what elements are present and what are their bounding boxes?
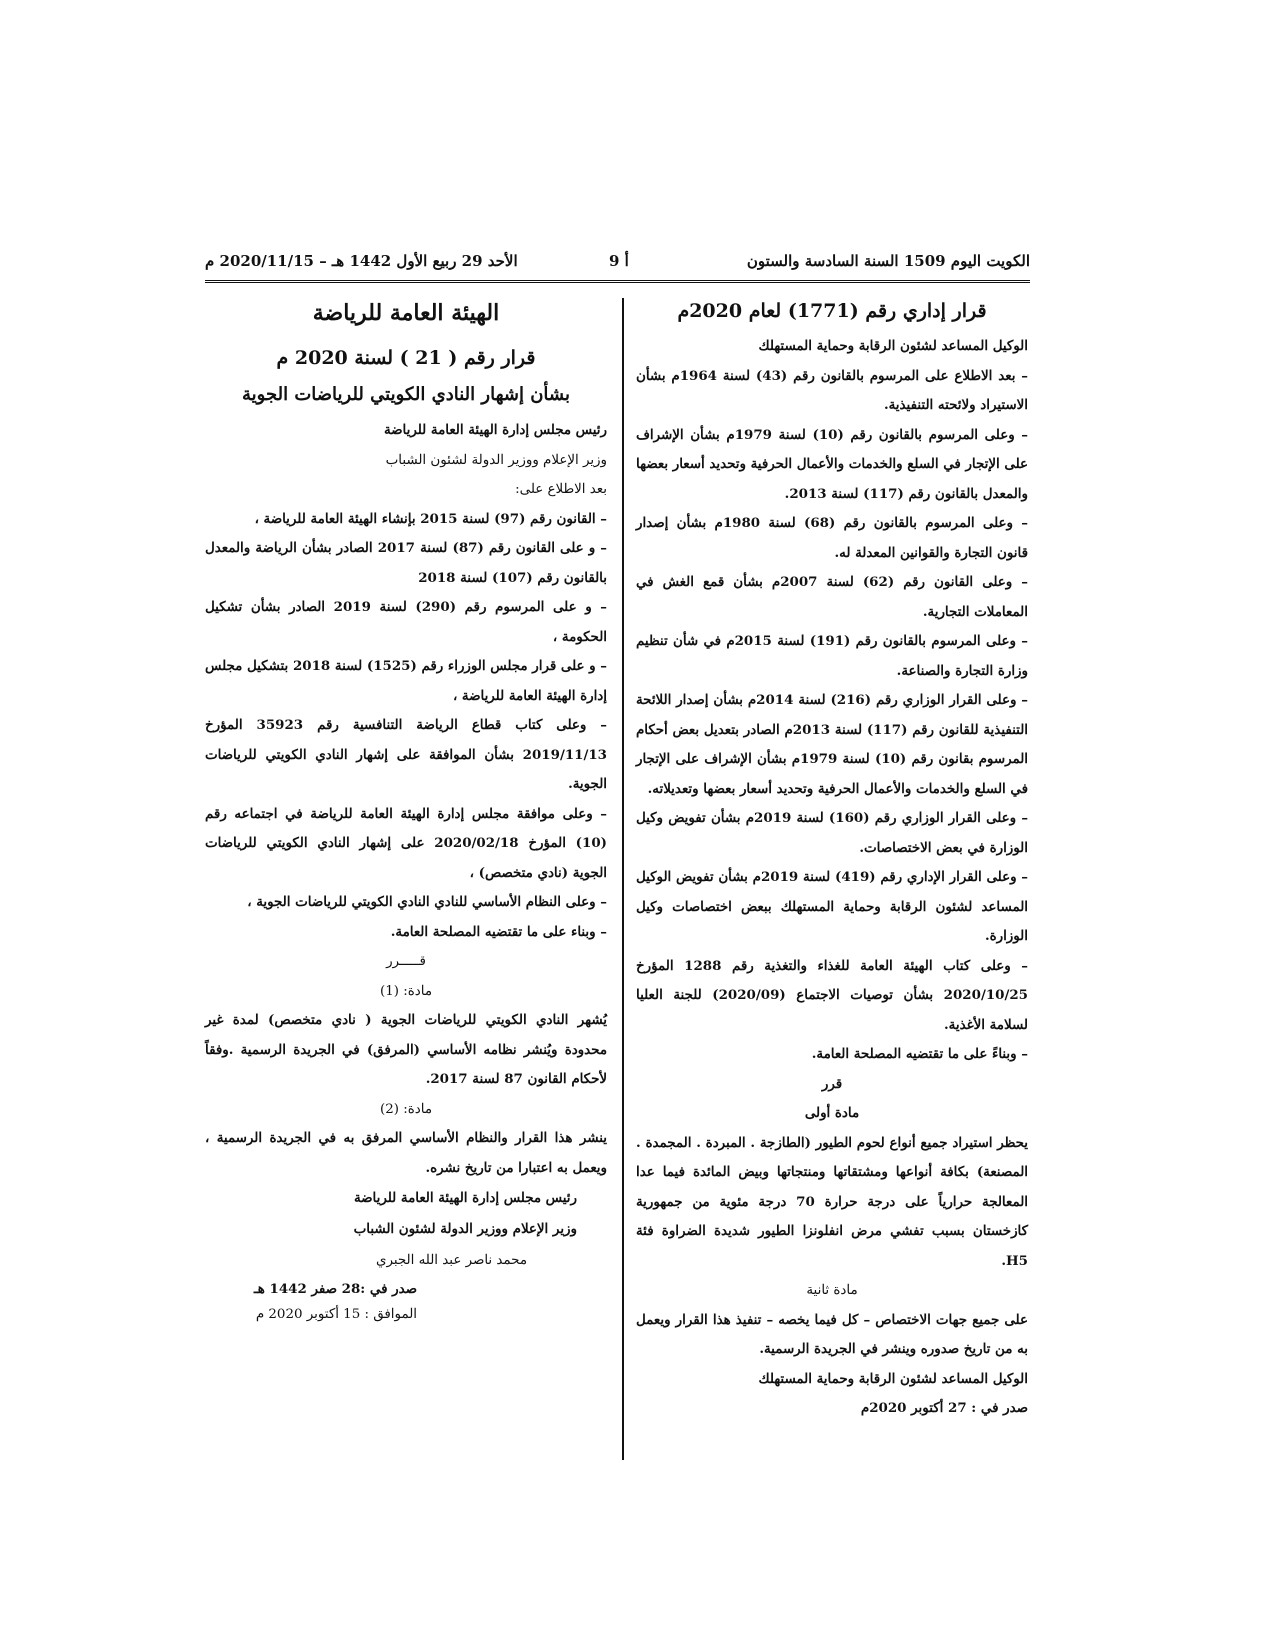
preamble-item: – وعلى المرسوم بالقانون رقم (10) لسنة 1979م بشأن الإشراف على الإتجار في السلع والخدمات والأعمال الحرفية وتحديد أسعار بعضها والمعدل بالقانون رقم (117) لسنة 2013. — [636, 426, 1029, 502]
preamble-item: – القانون رقم (97) لسنة 2015 بإنشاء الهيئة العامة للرياضة ، — [254, 510, 607, 527]
header-page-number: أ 9 — [609, 252, 629, 270]
signature-line: وزير الإعلام ووزير الدولة لشئون الشباب — [353, 1221, 577, 1237]
preamble-item: – و على قرار مجلس الوزراء رقم (1525) لسنة 2018 بتشكيل مجلس إدارة الهيئة العامة للرياضة ، — [205, 658, 608, 704]
preamble-item: – و على المرسوم رقم (290) لسنة 2019 الصادر بشأن تشكيل الحكومة ، — [205, 599, 608, 645]
issuer-line: رئيس مجلس إدارة الهيئة العامة للرياضة — [383, 422, 607, 438]
article-2-title: مادة: (2) — [380, 1101, 432, 1117]
preamble-item: – وعلى كتاب الهيئة العامة للغذاء والتغذية رقم 1288 المؤرخ 2020/10/25 بشأن توصيات الاجتماع (2020/09) للجنة العليا لسلامة الأغذية. — [636, 957, 1029, 1033]
decision-title: قرار إداري رقم (1771) لعام 2020م — [677, 300, 987, 322]
preamble-item: – و على القانون رقم (87) لسنة 2017 الصادر بشأن الرياضة والمعدل بالقانون رقم (107) لسنة 2018 — [205, 540, 607, 586]
issue-date: صدر في : 27 أكتوبر 2020م — [860, 1400, 1028, 1416]
preamble-item: – وبناءً على ما تقتضيه المصلحة العامة. — [811, 1046, 1028, 1062]
right-column-decision — [636, 296, 1028, 1424]
article-1-title: مادة أولى — [804, 1105, 860, 1121]
article-1-text: يُشهر النادي الكويتي للرياضات الجوية ( نادي متخصص) لمدة غير محدودة ويُنشر نظامه الأساسي (المرفق) في الجريدة الرسمية .وفقاً لأحكام القانون 87 لسنة 2017. — [205, 1012, 607, 1087]
article-1-text: يحظر استيراد جميع أنواع لحوم الطيور (الطازجة . المبردة . المجمدة . المصنعة) بكافة أنواعها ومشتقاتها ومنتجاتها وبيض المائدة فيما عدا المعالجة حرارياً على درجة حرارة 70 درجة مئوية من جمهورية كازخستان بسبب تفشي مرض انفلونزا الطيور شديدة الضراوة فئة H5. — [636, 1134, 1029, 1269]
preamble-item: – وعلى المرسوم بالقانون رقم (191) لسنة 2015م في شأن تنظيم وزارة التجارة والصناعة. — [636, 633, 1029, 679]
header-issue-info: الكويت اليوم 1509 السنة السادسة والستون — [746, 252, 1030, 270]
decision-title: قرار رقم ( 21 ) لسنة 2020 م — [276, 347, 536, 369]
signature: الوكيل المساعد لشئون الرقابة وحماية المستهلك — [758, 1370, 1028, 1387]
preamble-item: – وعلى القرار الوزاري رقم (216) لسنة 2014م بشأن إصدار اللائحة التنفيذية للقانون رقم (117) لسنة 2013م الصادر بتعديل بعض أحكام المرسوم بقانون رقم (10) لسنة 1979م بشأن الإشراف على الإتجار في السلع والخدمات والأعمال الحرفية وتحديد أسعار بعضها وتعديلاته. — [636, 692, 1029, 797]
page-header — [205, 246, 1030, 283]
decided-heading: قرر — [821, 1075, 843, 1092]
signature-line: رئيس مجلس إدارة الهيئة العامة للرياضة — [353, 1190, 577, 1206]
org-name: الهيئة العامة للرياضة — [312, 300, 500, 326]
preamble-item: – وعلى القرار الوزاري رقم (160) لسنة 2019م بشأن تفويض وكيل الوزارة في بعض الاختصاصات. — [636, 810, 1029, 856]
preamble-item: – بعد الاطلاع على المرسوم بالقانون رقم (43) لسنة 1964م بشأن الاستيراد ولائحته التنفيذية. — [636, 367, 1028, 413]
issuer-line: وزير الإعلام ووزير الدولة لشئون الشباب — [385, 452, 607, 468]
header-date: الأحد 29 ربيع الأول 1442 هـ – 2020/11/15 م — [205, 252, 518, 270]
article-2-text: ينشر هذا القرار والنظام الأساسي المرفق به في الجريدة الرسمية ، ويعمل به اعتبارا من تاريخ نشره. — [205, 1130, 607, 1176]
decided-heading: قـــــرر — [386, 954, 426, 969]
issue-date-hijri: صدر في :28 صفر 1442 هـ — [253, 1281, 417, 1297]
preamble-item: – وعلى القرار الإداري رقم (419) لسنة 2019م بشأن تفويض الوكيل المساعد لشئون الرقابة وحماية المستهلك ببعض اختصاصات وكيل الوزارة. — [636, 869, 1029, 944]
column-divider — [622, 298, 624, 1460]
left-column-decision — [205, 296, 607, 1328]
decision-subject: بشأن إشهار النادي الكويتي للرياضات الجوية — [242, 384, 570, 405]
preamble-item: – وعلى القانون رقم (62) لسنة 2007م بشأن قمع الغش في المعاملات التجارية. — [636, 574, 1028, 620]
after-review-heading: بعد الاطلاع على: — [515, 482, 607, 497]
article-1-title: مادة: (1) — [380, 983, 432, 999]
preamble-item: – وبناء على ما تقتضيه المصلحة العامة. — [390, 923, 607, 940]
decision-issuer: الوكيل المساعد لشئون الرقابة وحماية المستهلك — [758, 338, 1028, 354]
preamble-item: – وعلى كتاب قطاع الرياضة التنافسية رقم 35923 المؤرخ 2019/11/13 بشأن الموافقة على إشهار النادي الكويتي للرياضات الجوية. — [205, 717, 607, 792]
article-2-text: على جميع جهات الاختصاص – كل فيما يخصه – تنفيذ هذا القرار ويعمل به من تاريخ صدوره وينشر في الجريدة الرسمية. — [636, 1311, 1028, 1357]
article-2-title: مادة ثانية — [806, 1283, 858, 1298]
signatory-name: محمد ناصر عبد الله الجبري — [375, 1253, 527, 1268]
preamble-item: – وعلى موافقة مجلس إدارة الهيئة العامة للرياضة في اجتماعه رقم (10) المؤرخ 2020/02/18 على إشهار النادي الكويتي للرياضات الجوية (نادي متخصص) ، — [205, 805, 607, 881]
preamble-item: – وعلى النظام الأساسي للنادي النادي الكويتي للرياضات الجوية ، — [247, 894, 607, 910]
preamble-item: – وعلى المرسوم بالقانون رقم (68) لسنة 1980م بشأن إصدار قانون التجارة والقوانين المعدلة له. — [636, 515, 1028, 561]
issue-date-gregorian: الموافق : 15 أكتوبر 2020 م — [255, 1307, 417, 1322]
